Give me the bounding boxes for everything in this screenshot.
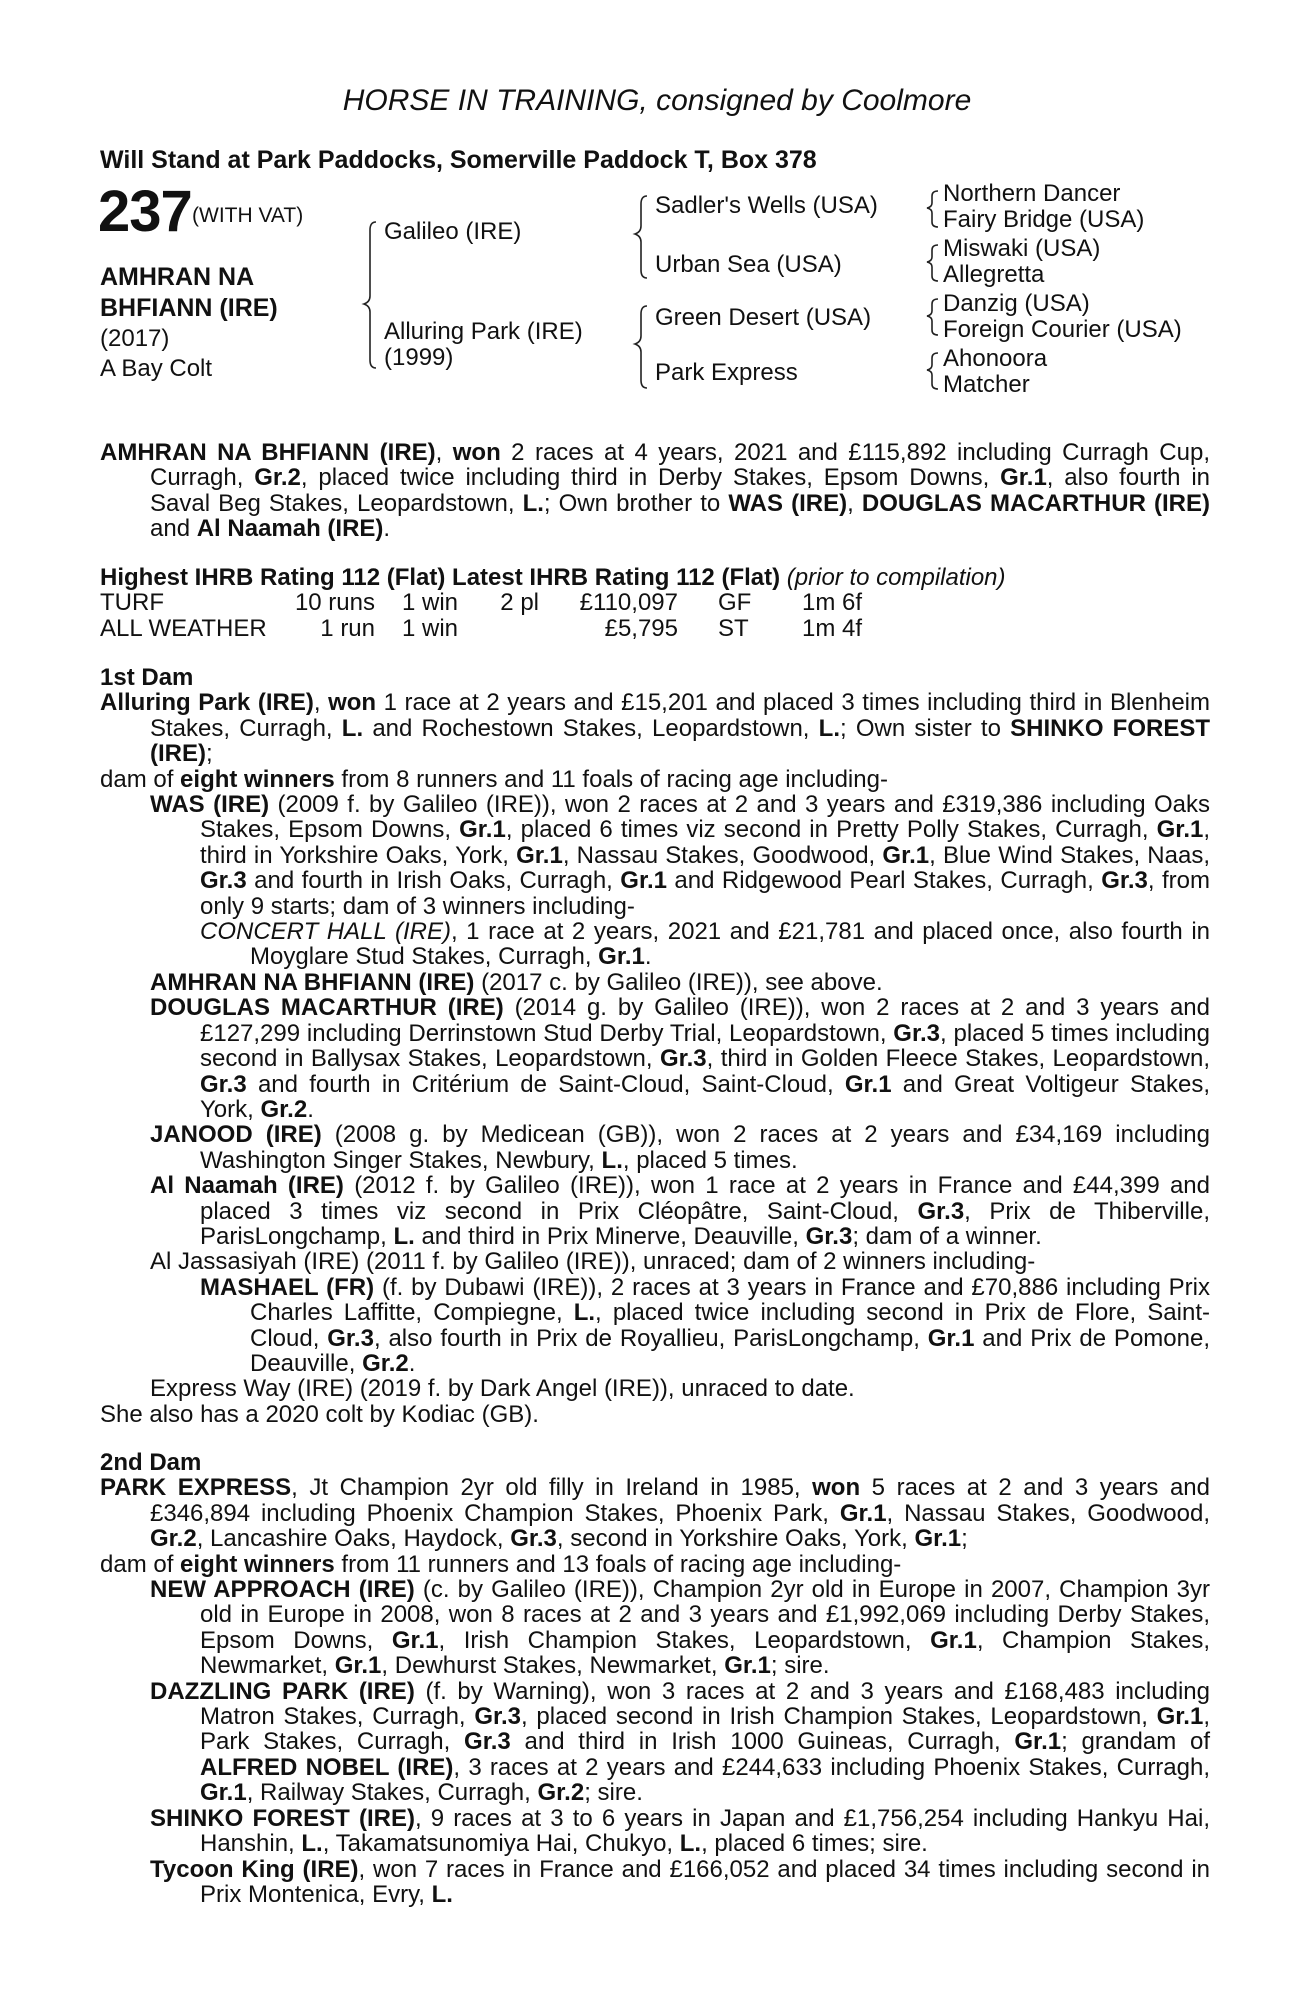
list-item: SHINKO FOREST (IRE), 9 races at 3 to 6 years in Japan and £1,756,254 including Hankyu Hai, Hanshin, L., Takamatsunomiya Hai, Chukyo, L., placed 6 times; sire. xyxy=(150,1804,1210,1858)
brace-gen3-d xyxy=(927,353,938,389)
second-dam-paragraph: PARK EXPRESS, Jt Champion 2yr old filly in Ireland in 1985, won 5 races at 2 and 3 years and £346,894 including Phoenix Champion Stakes, Phoenix Park, Gr.1, Nassau Stakes, Goodwood, Gr.2, Lancashire Oaks, Haydock, Gr.3, second in Yorkshire Oaks, York, Gr.1; xyxy=(100,1474,1210,1553)
list-item: DOUGLAS MACARTHUR (IRE) (2014 g. by Galileo (IRE)), won 2 races at 2 and 3 years and £127,299 including Derrinstown Stud Derby Trial, Leopardstown, Gr.3, placed 5 times including second in Ballysax Stakes, Leopardstown, Gr.3, third in Golden Fleece Stakes, Leopardstown, Gr.3 and fourth in Critérium de Saint-Cloud, Saint-Cloud, Gr.1 and Great Voltigeur Stakes, York, Gr.2. xyxy=(150,994,1211,1123)
brace-gen1 xyxy=(364,222,376,368)
list-item: WAS (IRE) (2009 f. by Galileo (IRE)), won 2 races at 2 and 3 years and £319,386 including Oaks Stakes, Epsom Downs, Gr.1, placed 6 times viz second in Pretty Polly Stakes, Curragh, Gr.1, third in Yorkshire Oaks, York, Gr.1, Nassau Stakes, Goodwood, Gr.1, Blue Wind Stakes, Naas, Gr.3 and fourth in Irish Oaks, Curragh, Gr.1 and Ridgewood Pearl Stakes, Curragh, Gr.3, from only 9 starts; dam of 3 winners including- xyxy=(150,791,1211,920)
list-item: JANOOD (IRE) (2008 g. by Medicean (GB)), won 2 races at 2 years and £34,169 including Washington Singer Stakes, Newbury, L., placed 5 times. xyxy=(150,1121,1211,1174)
stand-location: Will Stand at Park Paddocks, Somerville Paddock T, Box 378 xyxy=(100,146,817,174)
second-dam-heading: 2nd Dam xyxy=(100,1449,202,1476)
brace-gen2-sire xyxy=(635,196,647,278)
dam-dam-sire: Ahonoora xyxy=(943,345,1048,372)
sire-sire-dam: Fairy Bridge (USA) xyxy=(943,206,1145,233)
summary-paragraph: AMHRAN NA BHFIANN (IRE), won 2 races at 4 years, 2021 and £115,892 including Curragh Cup, Curragh, Gr.2, placed twice including third in Derby Stakes, Epsom Downs, Gr.1, also fourth in Saval Beg Stakes, Leopardstown, L.; Own brother to WAS (IRE), DOUGLAS MACARTHUR (IRE) and Al Naamah (IRE). xyxy=(100,439,1211,543)
brace-gen2-dam xyxy=(635,306,647,388)
ratings-table xyxy=(100,590,902,641)
brace-gen3-b xyxy=(927,245,938,281)
list-item: Tycoon King (IRE), won 7 races in France and £166,052 and placed 34 times including second in Prix Montenica, Evry, L. xyxy=(150,1855,1210,1908)
list-item: Express Way (IRE) (2019 f. by Dark Angel (IRE)), unraced to date. xyxy=(150,1375,855,1403)
dam-sire: Green Desert (USA) xyxy=(655,304,872,331)
vat-note: (WITH VAT) xyxy=(192,204,304,227)
race-summary xyxy=(100,440,1210,542)
table-row: TURF 10 runs 1 win 2 pl £110,097 GF 1m 6f xyxy=(100,589,863,617)
sire-dam-dam: Allegretta xyxy=(943,261,1045,288)
dam-sire-dam: Foreign Courier (USA) xyxy=(943,316,1182,343)
list-item: AMHRAN NA BHFIANN (IRE) (2017 c. by Galileo (IRE)), see above. xyxy=(150,968,883,996)
first-dam-produce: dam of eight winners from 8 runners and 11 foals of racing age including- xyxy=(100,765,888,793)
first-dam-paragraph: Alluring Park (IRE), won 1 race at 2 years and £15,201 and placed 3 times including third in Blenheim Stakes, Curragh, L. and Rochestown Stakes, Leopardstown, L.; Own sister to SHINKO FOREST (IRE); xyxy=(100,689,1211,768)
second-dam-produce: dam of eight winners from 11 runners and 13 foals of racing age including- xyxy=(100,1550,902,1578)
dam-name: Alluring Park (IRE) xyxy=(384,318,583,345)
sire-sire-sire: Northern Dancer xyxy=(943,180,1121,207)
list-item: CONCERT HALL (IRE), 1 race at 2 years, 2021 and £21,781 and placed once, also fourth in Moyglare Stud Stakes, Curragh, Gr.1. xyxy=(200,918,1210,971)
horse-description: A Bay Colt xyxy=(100,355,213,382)
list-item: DAZZLING PARK (IRE) (f. by Warning), won 3 races at 2 and 3 years and £168,483 including Matron Stakes, Curragh, Gr.3, placed second in Irish Champion Stakes, Leopardstown, Gr.1, Park Stakes, Curragh, Gr.3 and third in Irish 1000 Guineas, Curragh, Gr.1; grandam of ALFRED NOBEL (IRE), 3 races at 2 years and £244,633 including Phoenix Stakes, Curragh, Gr.1, Railway Stakes, Curragh, Gr.2; sire. xyxy=(150,1677,1211,1807)
dam-year: (1999) xyxy=(384,344,454,371)
page-title: HORSE IN TRAINING, consigned by Coolmore xyxy=(342,84,972,117)
dam-dam: Park Express xyxy=(655,359,798,386)
dam-dam-dam: Matcher xyxy=(943,371,1030,398)
sire-sire: Sadler's Wells (USA) xyxy=(655,192,878,219)
sire-dam: Urban Sea (USA) xyxy=(655,251,842,278)
list-item: Al Naamah (IRE) (2012 f. by Galileo (IRE)), won 1 race at 2 years in France and £44,399 and placed 3 times viz second in Prix Cléopâtre, Saint-Cloud, Gr.3, Prix de Thiberville, ParisLongchamp, L. and third in Prix Minerve, Deauville, Gr.3; dam of a winner. xyxy=(150,1172,1211,1250)
list-item: NEW APPROACH (IRE) (c. by Galileo (IRE)), Champion 2yr old in Europe in 2007, Champion 3yr old in Europe in 2008, won 8 races at 2 and 3 years and £1,992,069 including Derby Stakes, Epsom Downs, Gr.1, Irish Champion Stakes, Leopardstown, Gr.1, Champion Stakes, Newmarket, Gr.1, Dewhurst Stakes, Newmarket, Gr.1; sire. xyxy=(150,1576,1211,1680)
list-item: MASHAEL (FR) (f. by Dubawi (IRE)), 2 races at 3 years in France and £70,886 including Prix Charles Laffitte, Compiegne, L., placed twice including second in Prix de Flore, Saint-Cloud, Gr.3, also fourth in Prix de Royallieu, ParisLongchamp, Gr.1 and Prix de Pomone, Deauville, Gr.2. xyxy=(200,1273,1210,1377)
table-row: ALL WEATHER 1 run 1 win £5,795 ST 1m 4f xyxy=(100,614,863,642)
list-item: Al Jassasiyah (IRE) (2011 f. by Galileo (IRE)), unraced; dam of 2 winners including- xyxy=(150,1248,1036,1276)
brace-gen3-c xyxy=(927,299,938,335)
foaling-year: (2017) xyxy=(100,325,170,352)
first-dam-heading: 1st Dam xyxy=(100,664,194,691)
horse-name-line2: BHFIANN (IRE) xyxy=(100,294,278,322)
second-dam-section xyxy=(100,1450,1210,1907)
sire-dam-sire: Miswaki (USA) xyxy=(943,235,1101,262)
ratings-section xyxy=(100,565,1210,641)
first-dam-section xyxy=(100,665,1210,1427)
list-item: She also has a 2020 colt by Kodiac (GB). xyxy=(100,1400,539,1428)
sire-name: Galileo (IRE) xyxy=(384,218,522,245)
brace-gen3-a xyxy=(927,191,938,227)
horse-name-line1: AMHRAN NA xyxy=(100,263,255,291)
ratings-heading: Highest IHRB Rating 112 (Flat) Latest IHRB Rating 112 (Flat) (prior to compilation) xyxy=(100,564,1006,591)
dam-sire-sire: Danzig (USA) xyxy=(943,290,1090,317)
lot-number: 237 xyxy=(98,179,192,244)
